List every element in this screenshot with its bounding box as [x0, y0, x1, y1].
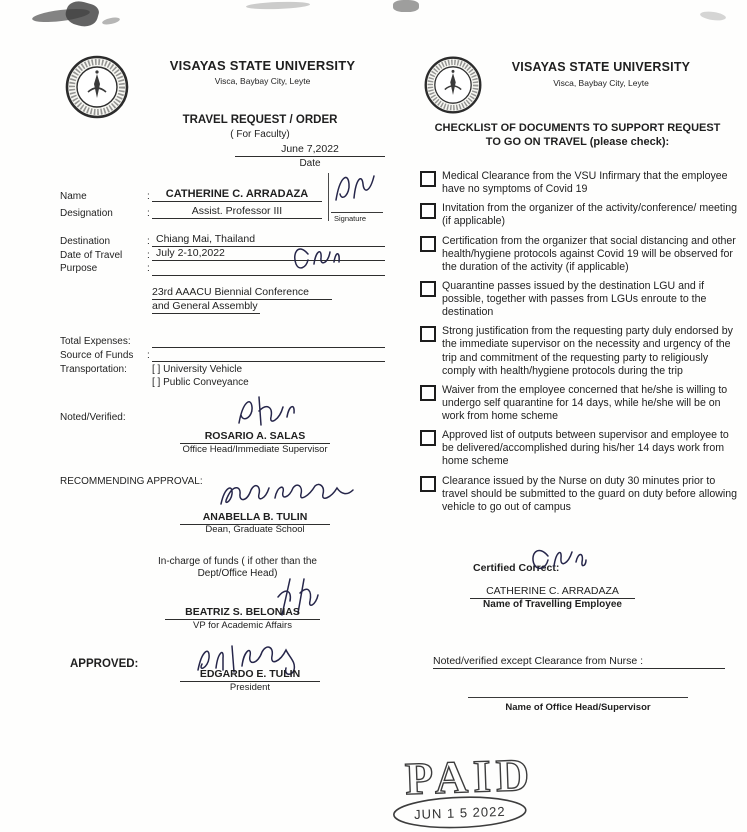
- checklist-item-text: Approved list of outputs between supervisor and employee to be delivered/accomplished during his/her 14 days work from home scheme: [442, 429, 729, 468]
- office-head-label: Name of Office Head/Supervisor: [505, 702, 651, 713]
- checklist-item-text: Strong justification from the requesting party duly endorsed by the immediate supervisor on the necessity and urgency of the trip and commitment of the requesting party to religiously comply with health/hygiene protocols during the trip: [442, 325, 733, 377]
- incharge-name: BEATRIZ S. BELONIAS: [165, 606, 320, 620]
- checklist-item-text: Waiver from the employee concerned that he/she is willing to undergo self quarantine for 14 days, while he/she will be on work from home scheme: [442, 383, 728, 422]
- approved-name: EDGARDO E. TULIN: [180, 668, 320, 682]
- destination-label: Destination: [60, 236, 111, 247]
- designation-label: Designation: [60, 208, 113, 219]
- checklist-item: [420, 280, 738, 319]
- purpose-blank-line: [152, 261, 385, 276]
- checkbox: [420, 203, 436, 219]
- transport-option-university-vehicle: [ ] University Vehicle: [152, 364, 243, 375]
- source-of-funds-label: Source of Funds: [60, 350, 134, 361]
- date-label: Date: [299, 158, 321, 169]
- salas-signature: [225, 393, 300, 431]
- signature-label: Signature: [334, 214, 367, 223]
- approved-title: President: [229, 682, 271, 693]
- destination-value: Chiang Mai, Thailand: [152, 233, 385, 247]
- approval-initial-scribble: [290, 240, 345, 280]
- checklist-item-text: Quarantine passes issued by the destination LGU and if possible, together with passes from LGUs enroute to the destination: [442, 279, 707, 319]
- purpose-label: Purpose: [60, 263, 98, 274]
- checkbox: [420, 430, 436, 446]
- purpose-line1: 23rd AAACU Biennial Conference: [152, 286, 332, 300]
- checkbox: [420, 326, 436, 342]
- checklist: [420, 170, 738, 520]
- incharge-label-line2: Dept/Office Head): [197, 568, 278, 579]
- checklist-item: [420, 202, 738, 228]
- approved-label: APPROVED:: [70, 658, 139, 670]
- noted-exception-text: Noted/verified except Clearance from Nurse :: [433, 655, 725, 669]
- university-name: VISAYAS STATE UNIVERSITY: [169, 58, 356, 73]
- total-expenses-blank: [152, 334, 385, 348]
- designation-value: Assist. Professor III: [152, 205, 322, 219]
- signature-divider-line: [328, 173, 329, 221]
- recommend-name: ANABELLA B. TULIN: [180, 511, 330, 525]
- incharge-label-line1: In-charge of funds ( if other than the: [158, 556, 317, 567]
- recommend-title: Dean, Graduate School: [205, 524, 305, 535]
- checklist-title-line2: TO GO ON TRAVEL (please check):: [485, 136, 670, 148]
- paid-stamp: [382, 745, 560, 832]
- checkbox: [420, 476, 436, 492]
- scan-artifact: [393, 0, 419, 12]
- certified-signature: [528, 542, 588, 580]
- total-expenses-label: Total Expenses:: [60, 336, 131, 347]
- university-address: Visca, Baybay City, Leyte: [214, 76, 311, 86]
- paid-stamp-date: JUN 1 5 2022: [413, 803, 506, 822]
- vsu-seal: [64, 54, 130, 120]
- checklist-item-text: Certification from the organizer that social distancing and other health/hygiene protocols against Covid 19 will be observed for the duration of the activity (if applicable): [442, 234, 736, 273]
- checklist-item: [420, 475, 738, 514]
- employee-signature-scribble: [330, 168, 380, 213]
- transportation-label: Transportation:: [60, 364, 127, 375]
- checklist-title-line1: CHECKLIST OF DOCUMENTS TO SUPPORT REQUEST: [434, 122, 721, 134]
- certified-name: CATHERINE C. ARRADAZA: [470, 585, 635, 599]
- purpose-line2: and General Assembly: [152, 300, 260, 314]
- checkbox: [420, 236, 436, 252]
- colon: :: [147, 250, 150, 261]
- transport-option-public-conveyance: [ ] Public Conveyance: [152, 377, 249, 388]
- checklist-item-text: Medical Clearance from the VSU Infirmary that the employee have no symptoms of Covid 19: [442, 170, 728, 196]
- colon: :: [147, 208, 150, 219]
- signature-underline: [331, 212, 383, 213]
- checkbox: [420, 385, 436, 401]
- scan-artifact: [246, 1, 310, 10]
- date-of-travel-label: Date of Travel: [60, 250, 123, 261]
- date-of-travel-value: July 2-10,2022: [152, 247, 385, 261]
- checklist-item: [420, 429, 738, 468]
- certified-correct-label: Certified Correct:: [473, 562, 560, 574]
- noted-name: ROSARIO A. SALAS: [180, 430, 330, 444]
- checklist-item-text: Invitation from the organizer of the activity/conference/ meeting (if applicable): [442, 202, 738, 228]
- checkbox: [420, 171, 436, 187]
- scan-artifact: [102, 16, 121, 26]
- scan-artifact: [63, 0, 100, 30]
- checkbox: [420, 281, 436, 297]
- colon: :: [147, 263, 150, 274]
- office-head-signature-line: [468, 697, 688, 698]
- recommending-approval-label: RECOMMENDING APPROVAL:: [60, 476, 203, 487]
- name-value: CATHERINE C. ARRADAZA: [152, 188, 322, 202]
- form-subtitle: ( For Faculty): [230, 129, 290, 140]
- paid-stamp-word: PAID: [404, 748, 535, 805]
- noted-verified-label: Noted/Verified:: [60, 412, 126, 423]
- checklist-item: [420, 170, 738, 196]
- certified-title: Name of Travelling Employee: [483, 599, 622, 610]
- colon: :: [147, 350, 150, 361]
- checklist-item: [420, 235, 738, 274]
- incharge-title: VP for Academic Affairs: [193, 620, 292, 631]
- source-of-funds-blank: [152, 348, 385, 362]
- university-address: Visca, Baybay City, Leyte: [553, 78, 649, 88]
- scan-artifact: [700, 10, 727, 22]
- name-label: Name: [60, 191, 87, 202]
- university-name: VISAYAS STATE UNIVERSITY: [511, 60, 691, 74]
- noted-title: Office Head/Immediate Supervisor: [182, 444, 328, 455]
- checklist-item: [420, 384, 738, 423]
- colon: :: [147, 236, 150, 247]
- colon: :: [147, 191, 150, 202]
- vsu-seal: [423, 55, 483, 115]
- checklist-item: [420, 325, 738, 378]
- checklist-item-text: Clearance issued by the Nurse on duty 30 minutes prior to travel should be submitted to the guard on duty before allowing vehicle to go out of campus: [442, 474, 738, 513]
- date-value: June 7,2022: [235, 143, 385, 157]
- form-title: TRAVEL REQUEST / ORDER: [182, 114, 338, 126]
